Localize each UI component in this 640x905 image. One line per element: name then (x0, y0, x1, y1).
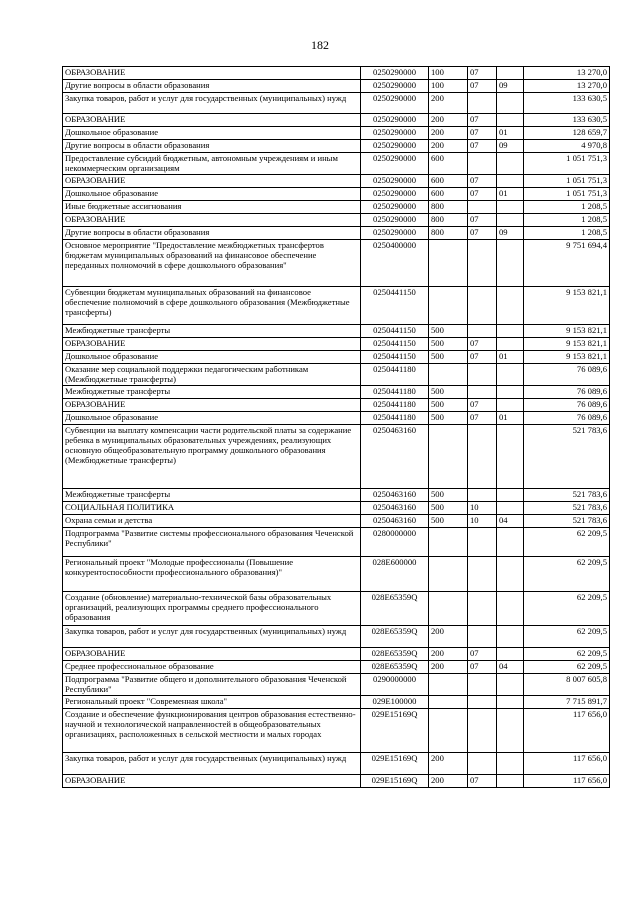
row-expense-type: 200 (429, 114, 468, 127)
row-section: 07 (468, 188, 497, 201)
row-name: ОБРАЗОВАНИЕ (63, 648, 361, 661)
row-name: Оказание мер социальной поддержки педагогическим работникам (Межбюджетные трансферты) (63, 364, 361, 386)
row-subsection (497, 489, 524, 502)
row-name: Другие вопросы в области образования (63, 227, 361, 240)
table-row (63, 214, 610, 227)
row-expense-type: 200 (429, 127, 468, 140)
table-row (63, 557, 610, 592)
row-name: Иные бюджетные ассигнования (63, 201, 361, 214)
row-amount: 521 783,6 (524, 515, 610, 528)
table-row (63, 175, 610, 188)
table-row (63, 674, 610, 696)
row-name: Дошкольное образование (63, 127, 361, 140)
row-expense-type: 500 (429, 338, 468, 351)
row-code: 0250463160 (361, 502, 429, 515)
table-row (63, 240, 610, 287)
row-expense-type: 100 (429, 80, 468, 93)
row-section (468, 287, 497, 325)
row-name: Другие вопросы в области образования (63, 80, 361, 93)
row-subsection (497, 674, 524, 696)
row-code: 0250290000 (361, 201, 429, 214)
row-amount: 521 783,6 (524, 489, 610, 502)
row-name: СОЦИАЛЬНАЯ ПОЛИТИКА (63, 502, 361, 515)
row-amount: 521 783,6 (524, 425, 610, 489)
row-subsection: 01 (497, 127, 524, 140)
row-section (468, 489, 497, 502)
row-name: Предоставление субсидий бюджетным, автономным учреждениям и иным некоммерческим организациям (63, 153, 361, 175)
row-subsection (497, 325, 524, 338)
row-name: Закупка товаров, работ и услуг для государственных (муниципальных) нужд (63, 753, 361, 775)
page-number: 182 (311, 38, 329, 52)
row-code: 029E15169Q (361, 753, 429, 775)
row-code: 0250290000 (361, 114, 429, 127)
row-section: 07 (468, 227, 497, 240)
row-code: 0250400000 (361, 240, 429, 287)
row-expense-type (429, 425, 468, 489)
table-row (63, 648, 610, 661)
row-section: 07 (468, 412, 497, 425)
table-row (63, 364, 610, 386)
row-code: 0250290000 (361, 93, 429, 114)
row-section: 10 (468, 515, 497, 528)
row-subsection (497, 528, 524, 557)
row-section: 07 (468, 214, 497, 227)
row-code: 0250290000 (361, 214, 429, 227)
table-row (63, 425, 610, 489)
row-section (468, 674, 497, 696)
row-code: 0250290000 (361, 175, 429, 188)
table-row (63, 528, 610, 557)
row-section (468, 153, 497, 175)
table-row (63, 67, 610, 80)
row-amount: 13 270,0 (524, 80, 610, 93)
row-code: 0250441180 (361, 412, 429, 425)
row-amount: 117 656,0 (524, 775, 610, 788)
row-code: 0250463160 (361, 515, 429, 528)
row-subsection (497, 240, 524, 287)
row-code: 0250441150 (361, 325, 429, 338)
row-code: 0250441180 (361, 364, 429, 386)
row-subsection: 01 (497, 412, 524, 425)
row-name: ОБРАЗОВАНИЕ (63, 399, 361, 412)
row-expense-type (429, 696, 468, 709)
row-code: 029E15169Q (361, 775, 429, 788)
row-subsection (497, 201, 524, 214)
row-name: ОБРАЗОВАНИЕ (63, 67, 361, 80)
row-expense-type: 500 (429, 412, 468, 425)
table-row (63, 386, 610, 399)
row-expense-type: 500 (429, 489, 468, 502)
table-row (63, 775, 610, 788)
row-code: 0250441150 (361, 351, 429, 364)
row-expense-type (429, 674, 468, 696)
row-subsection (497, 753, 524, 775)
row-name: ОБРАЗОВАНИЕ (63, 338, 361, 351)
row-subsection: 01 (497, 188, 524, 201)
row-amount: 62 209,5 (524, 648, 610, 661)
row-name: Дошкольное образование (63, 351, 361, 364)
row-amount: 1 051 751,3 (524, 175, 610, 188)
row-code: 029E15169Q (361, 709, 429, 753)
row-amount: 62 209,5 (524, 592, 610, 626)
row-expense-type: 200 (429, 626, 468, 648)
table-row (63, 338, 610, 351)
table-row (63, 80, 610, 93)
row-code: 0290000000 (361, 674, 429, 696)
row-expense-type (429, 592, 468, 626)
row-code: 0250290000 (361, 153, 429, 175)
row-section (468, 696, 497, 709)
row-section (468, 325, 497, 338)
row-expense-type: 500 (429, 351, 468, 364)
table-row (63, 412, 610, 425)
row-name: Подпрограмма "Развитие системы профессионального образования Чеченской Республики" (63, 528, 361, 557)
row-code: 028E600000 (361, 557, 429, 592)
row-subsection (497, 114, 524, 127)
row-section: 07 (468, 648, 497, 661)
row-section (468, 425, 497, 489)
row-name: Подпрограмма "Развитие общего и дополнительного образования Чеченской Республики" (63, 674, 361, 696)
row-expense-type (429, 287, 468, 325)
row-expense-type: 600 (429, 188, 468, 201)
row-subsection (497, 386, 524, 399)
row-expense-type: 800 (429, 214, 468, 227)
row-expense-type: 600 (429, 153, 468, 175)
row-amount: 117 656,0 (524, 709, 610, 753)
row-expense-type: 200 (429, 93, 468, 114)
row-amount: 128 659,7 (524, 127, 610, 140)
row-amount: 9 153 821,1 (524, 351, 610, 364)
row-name: Закупка товаров, работ и услуг для государственных (муниципальных) нужд (63, 626, 361, 648)
row-expense-type: 800 (429, 201, 468, 214)
row-subsection: 09 (497, 140, 524, 153)
row-name: Межбюджетные трансферты (63, 489, 361, 502)
row-name: Субвенции на выплату компенсации части родительской платы за содержание ребенка в муниципальных образовательных учреждениях, реализующих основную общеобразовательную программу дошкольного образования (Межбюджетные трансферты) (63, 425, 361, 489)
table-row (63, 227, 610, 240)
row-name: Межбюджетные трансферты (63, 386, 361, 399)
row-section: 07 (468, 140, 497, 153)
row-code: 0250441150 (361, 338, 429, 351)
table-row (63, 153, 610, 175)
table-row (63, 127, 610, 140)
row-section (468, 592, 497, 626)
row-amount: 62 209,5 (524, 661, 610, 674)
table-row (63, 188, 610, 201)
row-amount: 4 970,8 (524, 140, 610, 153)
row-amount: 76 089,6 (524, 386, 610, 399)
row-section: 07 (468, 338, 497, 351)
row-amount: 62 209,5 (524, 528, 610, 557)
row-subsection (497, 648, 524, 661)
row-section (468, 240, 497, 287)
row-section: 07 (468, 80, 497, 93)
row-name: Закупка товаров, работ и услуг для государственных (муниципальных) нужд (63, 93, 361, 114)
row-subsection (497, 175, 524, 188)
row-expense-type: 500 (429, 386, 468, 399)
row-amount: 8 007 605,8 (524, 674, 610, 696)
row-code: 0250290000 (361, 67, 429, 80)
budget-table-body (63, 67, 610, 788)
row-amount: 76 089,6 (524, 364, 610, 386)
row-subsection (497, 214, 524, 227)
table-row (63, 351, 610, 364)
row-section (468, 386, 497, 399)
row-code: 0250290000 (361, 227, 429, 240)
row-code: 0250290000 (361, 80, 429, 93)
row-subsection: 09 (497, 80, 524, 93)
table-row (63, 696, 610, 709)
row-section (468, 709, 497, 753)
row-code: 028E65359Q (361, 661, 429, 674)
row-name: Субвенции бюджетам муниципальных образований на финансовое обеспечение полномочий в сфере дошкольного образования (Межбюджетные трансферты) (63, 287, 361, 325)
row-name: Среднее профессиональное образование (63, 661, 361, 674)
row-expense-type (429, 557, 468, 592)
row-subsection (497, 93, 524, 114)
row-section (468, 201, 497, 214)
row-amount: 76 089,6 (524, 399, 610, 412)
table-row (63, 502, 610, 515)
row-section (468, 557, 497, 592)
table-row (63, 287, 610, 325)
row-expense-type (429, 709, 468, 753)
row-section: 07 (468, 127, 497, 140)
row-name: Региональный проект "Современная школа" (63, 696, 361, 709)
row-section (468, 93, 497, 114)
table-row (63, 626, 610, 648)
row-expense-type: 800 (429, 227, 468, 240)
row-expense-type (429, 528, 468, 557)
row-name: Межбюджетные трансферты (63, 325, 361, 338)
table-row (63, 661, 610, 674)
row-code: 0250290000 (361, 140, 429, 153)
table-row (63, 114, 610, 127)
table-row (63, 489, 610, 502)
row-name: ОБРАЗОВАНИЕ (63, 114, 361, 127)
row-amount: 117 656,0 (524, 753, 610, 775)
row-subsection (497, 67, 524, 80)
row-code: 028E65359Q (361, 648, 429, 661)
table-row (63, 140, 610, 153)
row-code: 028E65359Q (361, 592, 429, 626)
row-name: ОБРАЗОВАНИЕ (63, 775, 361, 788)
row-subsection (497, 626, 524, 648)
row-code: 0250463160 (361, 489, 429, 502)
row-expense-type: 500 (429, 502, 468, 515)
row-amount: 7 715 891,7 (524, 696, 610, 709)
row-expense-type: 100 (429, 67, 468, 80)
row-section: 07 (468, 661, 497, 674)
row-section: 07 (468, 114, 497, 127)
row-amount: 13 270,0 (524, 67, 610, 80)
row-section (468, 528, 497, 557)
row-expense-type: 500 (429, 399, 468, 412)
table-row (63, 399, 610, 412)
row-subsection: 04 (497, 661, 524, 674)
row-section: 07 (468, 351, 497, 364)
row-expense-type: 200 (429, 775, 468, 788)
row-amount: 62 209,5 (524, 557, 610, 592)
row-expense-type: 200 (429, 661, 468, 674)
table-row (63, 201, 610, 214)
row-amount: 1 208,5 (524, 227, 610, 240)
table-row (63, 592, 610, 626)
row-name: Региональный проект "Молодые профессионалы (Повышение конкурентоспособности профессионального образования)" (63, 557, 361, 592)
table-row (63, 753, 610, 775)
row-amount: 9 153 821,1 (524, 325, 610, 338)
row-expense-type: 500 (429, 325, 468, 338)
row-expense-type (429, 240, 468, 287)
row-code: 0250290000 (361, 188, 429, 201)
row-expense-type: 500 (429, 515, 468, 528)
table-row (63, 709, 610, 753)
row-code: 0280000000 (361, 528, 429, 557)
row-amount: 9 153 821,1 (524, 338, 610, 351)
row-section: 07 (468, 175, 497, 188)
row-section (468, 626, 497, 648)
row-name: Другие вопросы в области образования (63, 140, 361, 153)
row-subsection (497, 287, 524, 325)
row-section (468, 753, 497, 775)
row-code: 028E65359Q (361, 626, 429, 648)
row-subsection: 01 (497, 351, 524, 364)
row-amount: 133 630,5 (524, 114, 610, 127)
row-code: 0250290000 (361, 127, 429, 140)
row-subsection (497, 364, 524, 386)
row-code: 0250441150 (361, 287, 429, 325)
row-amount: 76 089,6 (524, 412, 610, 425)
row-section: 07 (468, 67, 497, 80)
row-name: Охрана семьи и детства (63, 515, 361, 528)
table-row (63, 325, 610, 338)
budget-table (62, 66, 610, 788)
row-name: Основное мероприятие "Предоставление межбюджетных трансфертов бюджетам муниципальных образований на финансовое обеспечение переданных полномочий в сфере дошкольного образования" (63, 240, 361, 287)
row-name: Дошкольное образование (63, 412, 361, 425)
row-expense-type: 200 (429, 753, 468, 775)
row-subsection: 09 (497, 227, 524, 240)
row-subsection (497, 502, 524, 515)
row-subsection (497, 338, 524, 351)
table-row (63, 515, 610, 528)
row-expense-type: 200 (429, 648, 468, 661)
row-code: 0250463160 (361, 425, 429, 489)
row-name: ОБРАЗОВАНИЕ (63, 214, 361, 227)
row-subsection (497, 592, 524, 626)
row-amount: 9 153 821,1 (524, 287, 610, 325)
row-subsection (497, 696, 524, 709)
row-subsection (497, 709, 524, 753)
row-name: Создание и обеспечение функционирования центров образования естественно-научной и технологической направленностей в общеобразовательных организациях, расположенных в сельской местности и малых городах (63, 709, 361, 753)
row-section: 07 (468, 775, 497, 788)
row-section: 07 (468, 399, 497, 412)
row-amount: 62 209,5 (524, 626, 610, 648)
row-amount: 133 630,5 (524, 93, 610, 114)
row-name: ОБРАЗОВАНИЕ (63, 175, 361, 188)
row-section: 10 (468, 502, 497, 515)
row-subsection: 04 (497, 515, 524, 528)
row-expense-type (429, 364, 468, 386)
row-expense-type: 200 (429, 140, 468, 153)
row-subsection (497, 425, 524, 489)
row-amount: 1 208,5 (524, 214, 610, 227)
row-amount: 1 051 751,3 (524, 153, 610, 175)
row-section (468, 364, 497, 386)
row-subsection (497, 557, 524, 592)
row-amount: 521 783,6 (524, 502, 610, 515)
row-expense-type: 600 (429, 175, 468, 188)
row-name: Дошкольное образование (63, 188, 361, 201)
row-amount: 9 751 694,4 (524, 240, 610, 287)
row-name: Создание (обновление) материально-технической базы образовательных организаций, реализующих программы среднего профессионального образования (63, 592, 361, 626)
row-amount: 1 051 751,3 (524, 188, 610, 201)
row-amount: 1 208,5 (524, 201, 610, 214)
row-code: 0250441180 (361, 386, 429, 399)
table-row (63, 93, 610, 114)
row-subsection (497, 153, 524, 175)
row-subsection (497, 775, 524, 788)
row-code: 0250441180 (361, 399, 429, 412)
row-code: 029E100000 (361, 696, 429, 709)
row-subsection (497, 399, 524, 412)
